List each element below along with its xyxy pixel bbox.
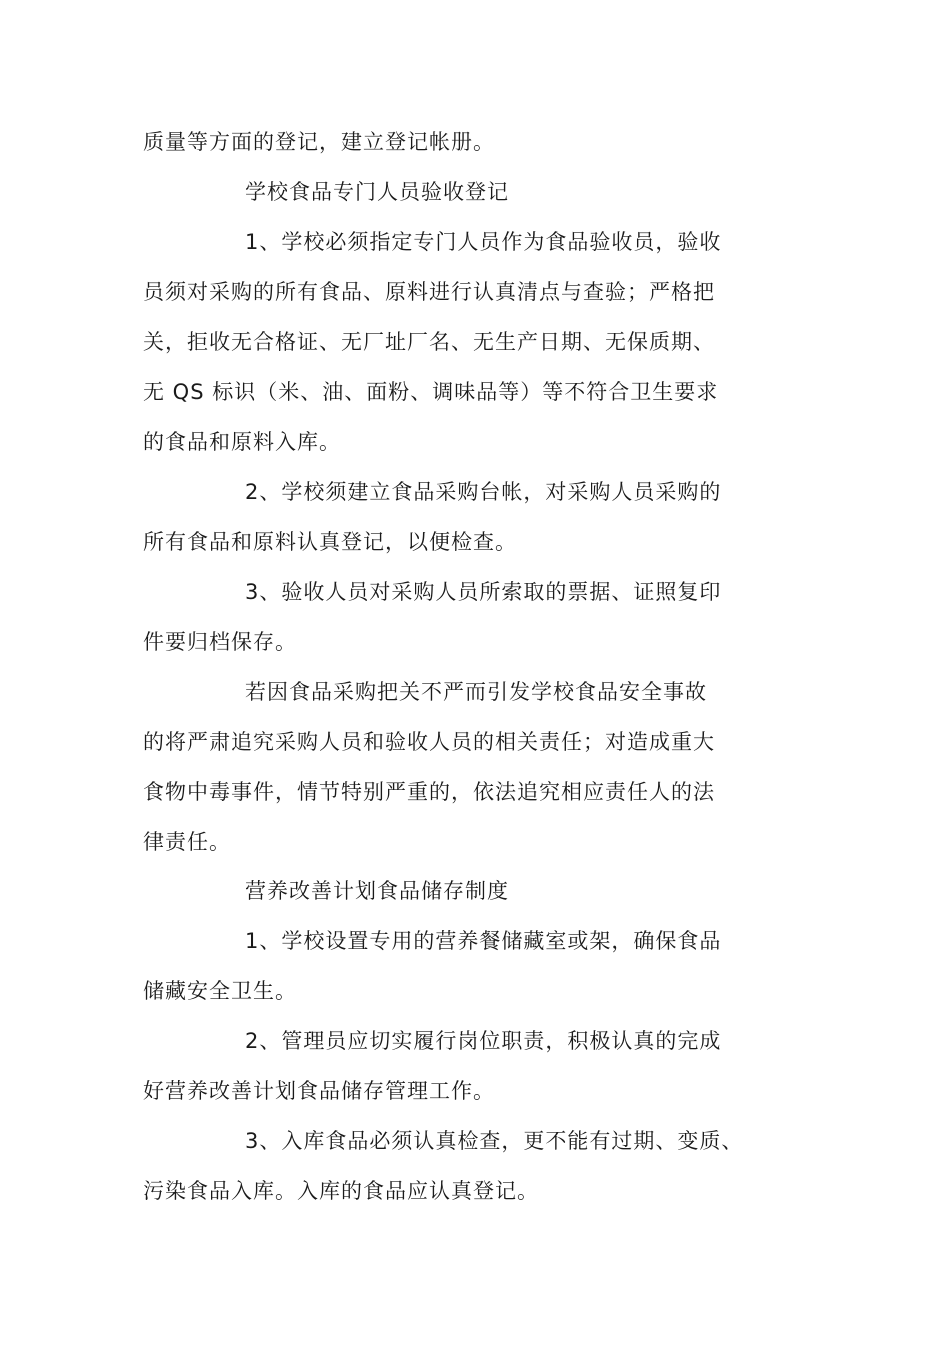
paragraph-line: 所有食品和原料认真登记，以便检查。 xyxy=(143,530,517,554)
paragraph-line: 件要归档保存。 xyxy=(143,630,297,654)
paragraph-line: 的食品和原料入库。 xyxy=(143,430,341,454)
paragraph-line: 2、管理员应切实履行岗位职责，积极认真的完成 xyxy=(245,1029,722,1053)
paragraph-line: 无 QS 标识（米、油、面粉、调味品等）等不符合卫生要求 xyxy=(143,380,719,404)
paragraph-line: 2、学校须建立食品采购台帐，对采购人员采购的 xyxy=(245,480,722,504)
paragraph-line: 1、学校必须指定专门人员作为食品验收员，验收 xyxy=(245,230,722,254)
paragraph-line: 3、入库食品必须认真检查，更不能有过期、变质、 xyxy=(245,1129,744,1153)
paragraph-line: 1、学校设置专用的营养餐储藏室或架，确保食品 xyxy=(245,929,722,953)
paragraph-line: 好营养改善计划食品储存管理工作。 xyxy=(143,1079,495,1103)
paragraph-line: 的将严肃追究采购人员和验收人员的相关责任；对造成重大 xyxy=(143,730,715,754)
paragraph-line: 储藏安全卫生。 xyxy=(143,979,297,1003)
paragraph-line: 质量等方面的登记，建立登记帐册。 xyxy=(143,130,495,154)
section-heading: 学校食品专门人员验收登记 xyxy=(245,180,509,204)
paragraph-line: 员须对采购的所有食品、原料进行认真清点与查验；严格把 xyxy=(143,280,715,304)
paragraph-line: 食物中毒事件，情节特别严重的，依法追究相应责任人的法 xyxy=(143,780,715,804)
paragraph-line: 关，拒收无合格证、无厂址厂名、无生产日期、无保质期、 xyxy=(143,330,715,354)
paragraph-line: 污染食品入库。入库的食品应认真登记。 xyxy=(143,1179,539,1203)
section-heading: 营养改善计划食品储存制度 xyxy=(245,879,509,903)
paragraph-line: 3、验收人员对采购人员所索取的票据、证照复印 xyxy=(245,580,722,604)
paragraph-line: 若因食品采购把关不严而引发学校食品安全事故 xyxy=(245,680,707,704)
paragraph-line: 律责任。 xyxy=(143,830,231,854)
